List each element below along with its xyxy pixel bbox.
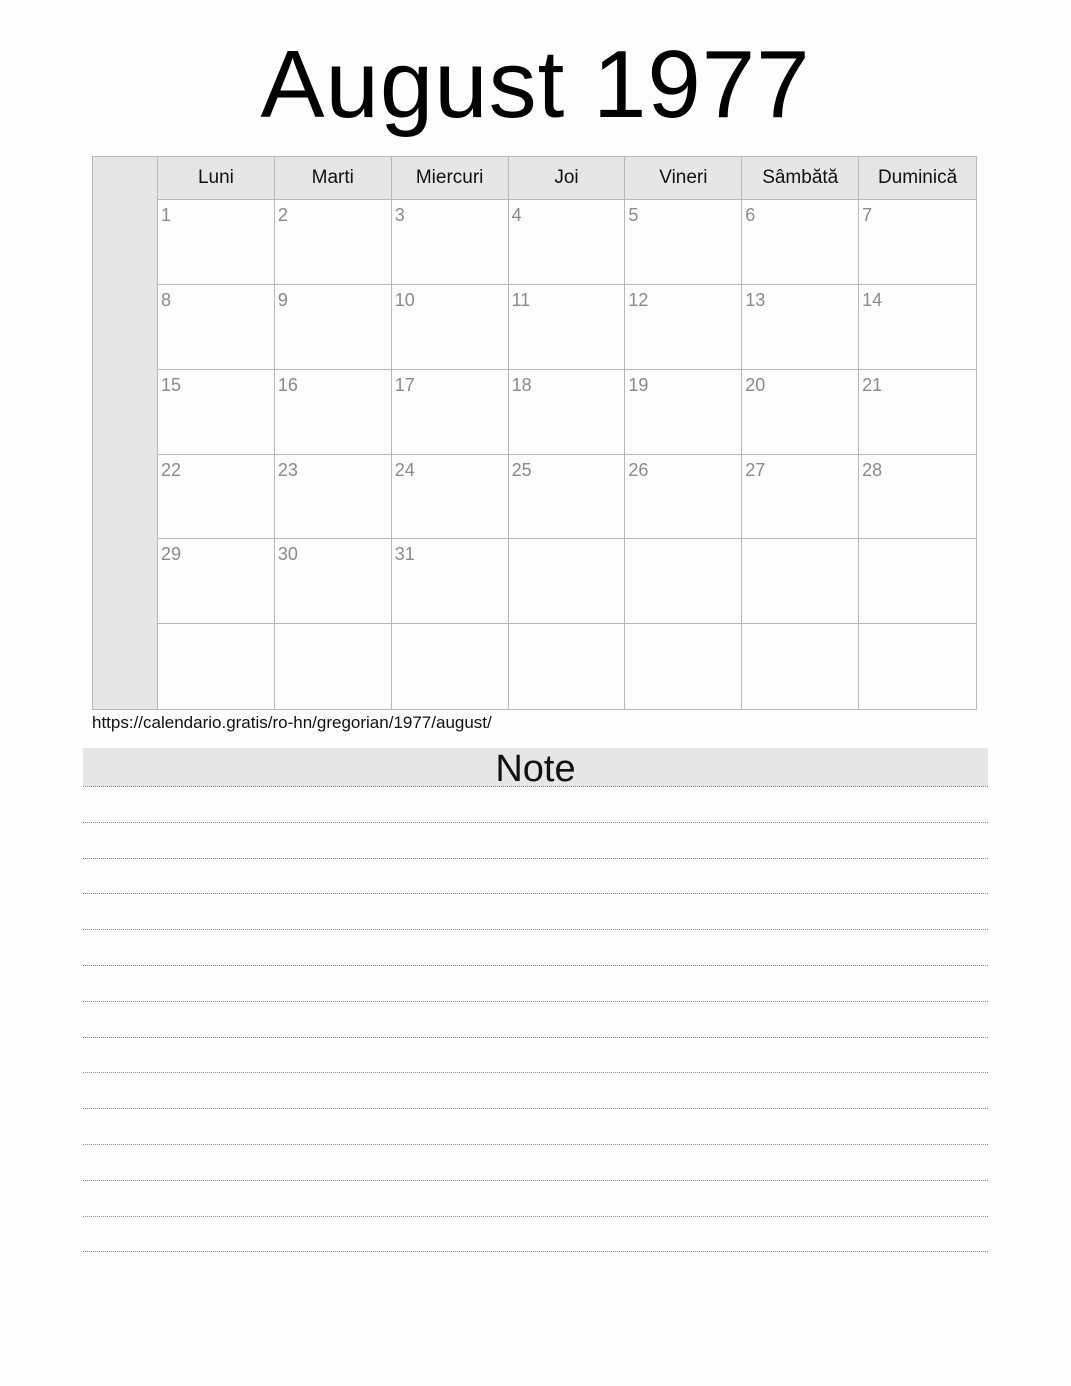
note-line: [83, 1216, 988, 1217]
day-number: 26: [628, 459, 649, 480]
note-line: [83, 858, 988, 859]
day-cell: [625, 370, 742, 455]
day-cell: [625, 200, 742, 285]
day-number: 17: [394, 374, 415, 395]
day-cell: [275, 624, 392, 709]
weekday-header: Sâmbătă: [742, 157, 859, 200]
day-cell: [275, 455, 392, 540]
day-cell: [275, 539, 392, 624]
day-number: 18: [511, 374, 532, 395]
day-number: 5: [628, 205, 639, 225]
weekday-header: Marti: [275, 157, 392, 200]
day-number: 7: [862, 205, 873, 225]
day-number: 29: [161, 544, 182, 565]
day-number: 27: [745, 459, 766, 480]
day-cell: [859, 624, 976, 709]
day-number: 21: [862, 374, 883, 395]
notes-heading: Note: [83, 748, 988, 786]
note-line: [83, 1251, 988, 1252]
day-number: 8: [161, 289, 172, 310]
day-number: 30: [277, 544, 298, 565]
day-cell: [158, 285, 275, 370]
day-number: 25: [511, 459, 532, 480]
day-cell: [392, 370, 509, 455]
day-cell: [742, 624, 859, 709]
day-cell: [158, 455, 275, 540]
day-cell: [742, 285, 859, 370]
day-cell: [158, 200, 275, 285]
day-number: 12: [628, 289, 649, 310]
day-cell: [509, 285, 626, 370]
day-cell: [742, 455, 859, 540]
day-cell: [392, 624, 509, 709]
note-line: [83, 1144, 988, 1145]
day-cell: [859, 455, 976, 540]
day-cell: [625, 285, 742, 370]
day-cell: [509, 624, 626, 709]
page-title: August 1977: [260, 31, 811, 138]
day-number: 13: [745, 289, 766, 310]
weekday-header: Luni: [158, 157, 275, 200]
day-number: 15: [161, 374, 182, 395]
day-cell: [509, 539, 626, 624]
day-cell: [158, 539, 275, 624]
day-number: 9: [277, 289, 288, 310]
calendar-grid: [92, 156, 977, 710]
note-line: [83, 1108, 988, 1109]
day-cell: [625, 624, 742, 709]
day-number: 11: [511, 289, 531, 310]
note-line: [83, 1072, 988, 1073]
note-line: [83, 822, 988, 823]
day-cell: [509, 200, 626, 285]
day-number: 24: [394, 459, 415, 480]
day-cell: [509, 370, 626, 455]
day-cell: [392, 539, 509, 624]
day-cell: [392, 455, 509, 540]
day-cell: [275, 285, 392, 370]
day-cell: [859, 370, 976, 455]
day-number: 3: [394, 205, 405, 225]
day-cell: [742, 539, 859, 624]
day-cell: [742, 370, 859, 455]
day-cell: [392, 200, 509, 285]
day-number: 19: [628, 374, 649, 395]
week-number-column: [93, 157, 158, 709]
source-url: https://calendario.gratis/ro-hn/gregorian/1977/august/: [92, 713, 492, 732]
day-number: 20: [745, 374, 766, 395]
day-number: 28: [862, 459, 883, 480]
day-cell: [158, 624, 275, 709]
weekday-header: Duminică: [859, 157, 976, 200]
day-cell: [158, 370, 275, 455]
note-line: [83, 893, 988, 894]
note-line: [83, 1180, 988, 1181]
weekday-header: Vineri: [625, 157, 742, 200]
day-number: 31: [394, 544, 415, 565]
day-cell: [275, 200, 392, 285]
day-cell: [625, 455, 742, 540]
day-cell: [392, 285, 509, 370]
weekday-header: Joi: [509, 157, 626, 200]
day-cell: [859, 285, 976, 370]
note-line: [83, 1037, 988, 1038]
day-cell: [275, 370, 392, 455]
day-number: 4: [511, 205, 522, 225]
day-number: 6: [745, 205, 756, 225]
day-number: 14: [862, 289, 883, 310]
day-number: 2: [277, 205, 288, 225]
day-cell: [509, 455, 626, 540]
weekday-header: Miercuri: [392, 157, 509, 200]
day-number: 16: [277, 374, 298, 395]
day-cell: [742, 200, 859, 285]
day-number: 1: [161, 205, 172, 225]
day-number: 22: [161, 459, 182, 480]
day-cell: [625, 539, 742, 624]
note-line: [83, 965, 988, 966]
day-number: 10: [394, 289, 415, 310]
day-number: 23: [277, 459, 298, 480]
day-cell: [859, 200, 976, 285]
note-line: [83, 929, 988, 930]
day-cell: [859, 539, 976, 624]
note-line: [83, 1001, 988, 1002]
note-line: [83, 786, 988, 787]
